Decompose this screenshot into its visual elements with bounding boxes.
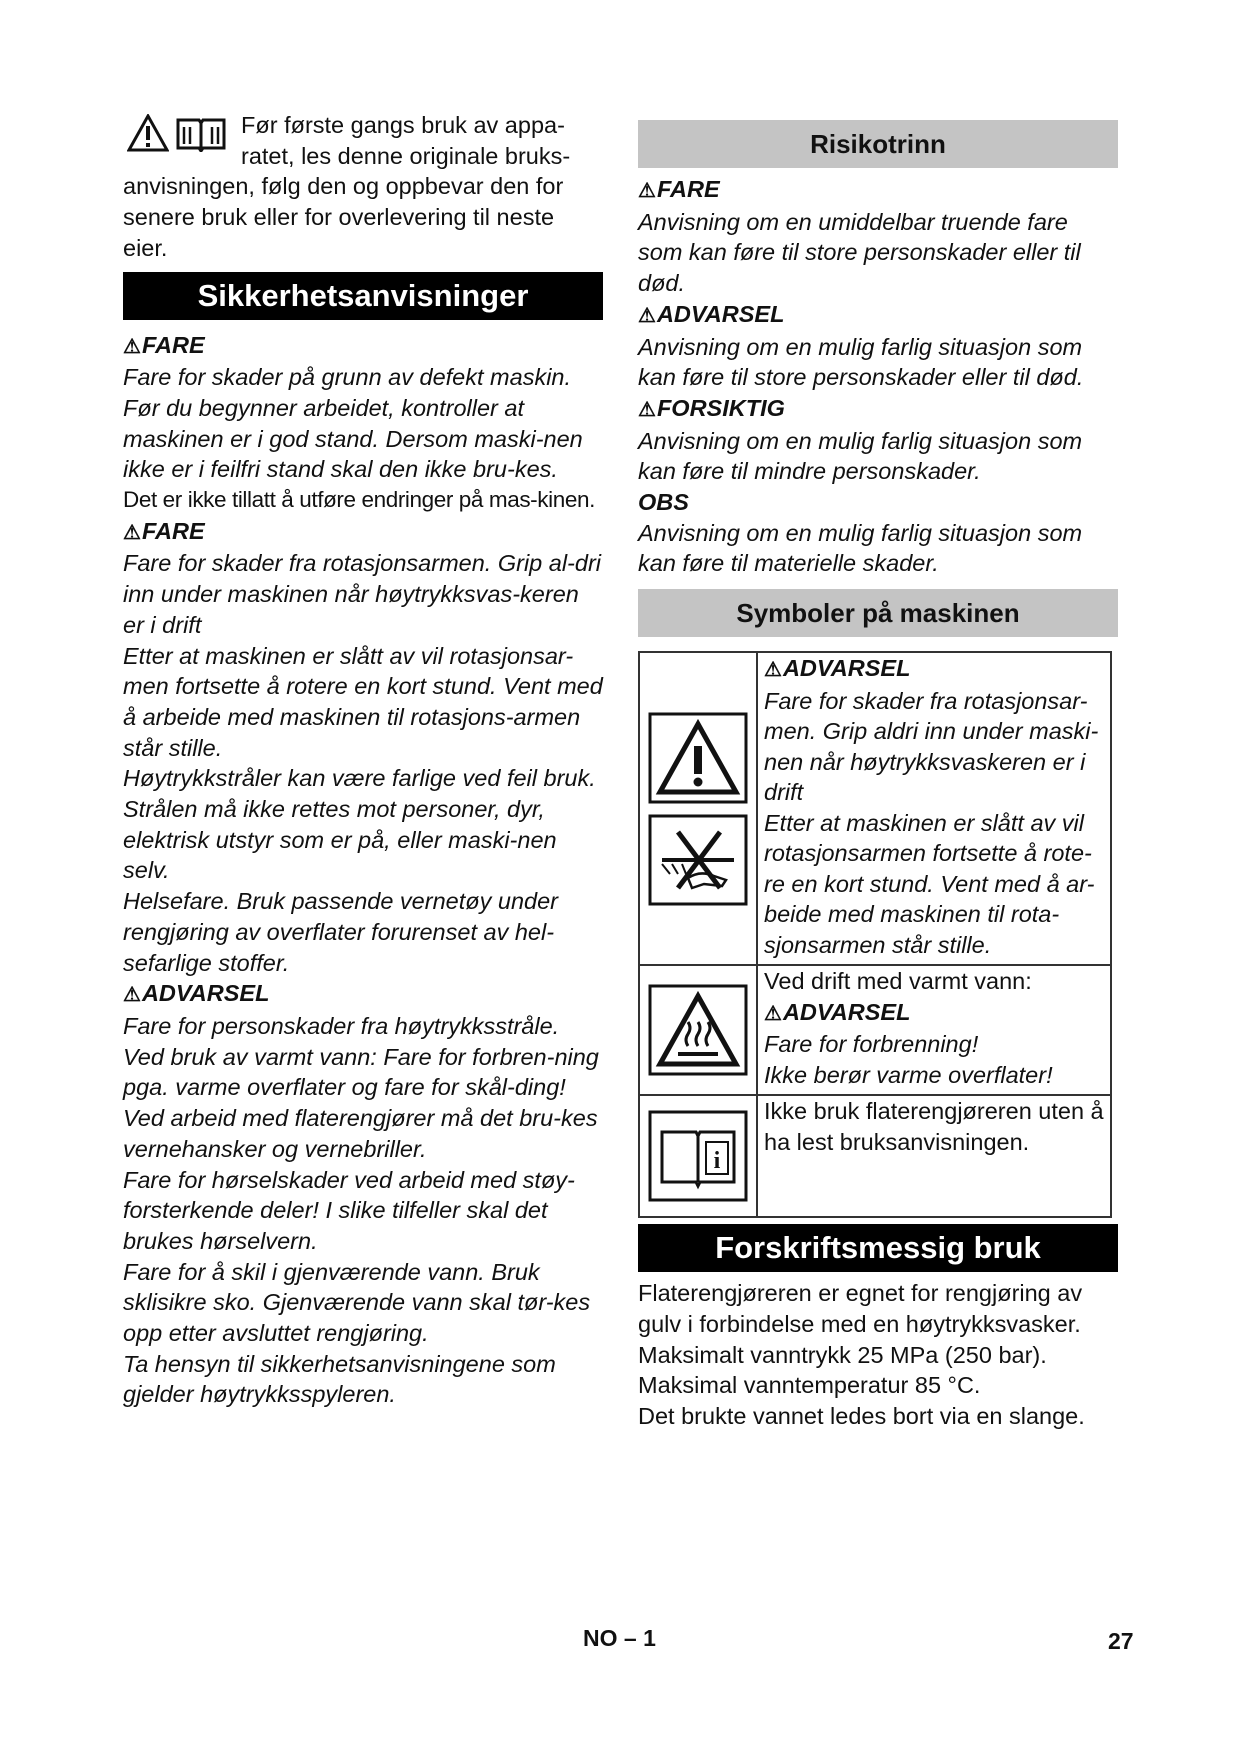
risk-level-obs: OBS bbox=[638, 489, 689, 516]
no-hand-rotating-arm-icon bbox=[648, 814, 748, 906]
warning-small-icon: ⚠ bbox=[764, 1002, 782, 1025]
symbol-text-cell bbox=[758, 653, 1110, 964]
symbol-signal bbox=[764, 997, 1106, 1030]
advarsel-paragraph: Fare for å skil i gjenværende vann. Bruk sklisikre sko. Gjenværende vann skal tør-kes opp etter avsluttet rengjøring. bbox=[123, 1258, 591, 1347]
fare-2-paragraph: Høytrykkstråler kan være farlige ved feil bruk. Strålen må ikke rettes mot personer, dyr, elektrisk utstyr som er på, eller maski-nen selv. bbox=[123, 765, 596, 884]
svg-text:i: i bbox=[713, 1148, 721, 1175]
right-column bbox=[638, 120, 1118, 1432]
warning-small-icon: ⚠ bbox=[123, 521, 141, 544]
symbol-text-cell bbox=[758, 1096, 1110, 1216]
advarsel-paragraph: Fare for hørselskader ved arbeid med støy-forsterkende deler! I slike tilfeller skal det brukes hørselvern. bbox=[123, 1166, 575, 1254]
intended-use-line: Flaterengjøreren er egnet for rengjøring av gulv i forbindelse med en høytrykksvasker. bbox=[638, 1280, 1083, 1337]
warning-small-icon: ⚠ bbox=[638, 304, 656, 327]
intended-use-line: Maksimalt vanntrykk 25 MPa (250 bar). bbox=[638, 1341, 1047, 1368]
symbols-heading: Symboler på maskinen bbox=[638, 589, 1118, 637]
modification-text: Det er ikke tillatt å utføre endringer på mas-kinen. bbox=[123, 487, 595, 513]
risk-level-fare bbox=[638, 174, 1118, 207]
left-column bbox=[123, 110, 603, 1410]
symbol-signal bbox=[764, 653, 1106, 686]
symbol-line: Fare for forbrenning! bbox=[764, 1031, 979, 1058]
risk-level-text: Anvisning om en mulig farlig situasjon som kan føre til mindre personskader. bbox=[638, 427, 1083, 485]
warning-small-icon: ⚠ bbox=[638, 398, 656, 421]
symbol-row bbox=[640, 1094, 1110, 1216]
signal-word: ADVARSEL bbox=[782, 655, 911, 682]
signal-word: ADVARSEL bbox=[782, 998, 911, 1025]
risk-level-text: Anvisning om en mulig farlig situasjon som kan føre til store personskader eller til død. bbox=[638, 333, 1084, 391]
advarsel-paragraph: Fare for personskader fra høytrykksstråle. Ved bruk av varmt vann: Fare for forbren-ning pga. varme overflater og fare for skål-ding! bbox=[123, 1012, 599, 1101]
symbol-row bbox=[640, 964, 1110, 1094]
fare-1-text: Fare for skader på grunn av defekt maskin. Før du begynner arbeidet, kontroller at maskinen er i god stand. Dersom maski-nen ikke er i feilfri stand skal den ikke bru-kes. bbox=[123, 364, 583, 483]
warning-triangle-icon bbox=[127, 114, 169, 152]
warning-small-icon: ⚠ bbox=[123, 984, 141, 1007]
symbol-prefix: Ved drift med varmt vann: bbox=[764, 968, 1032, 995]
intro-line-1: Før første gangs bruk av appa- bbox=[241, 112, 565, 138]
risk-level-forsiktig bbox=[638, 393, 1118, 426]
symbol-text-cell bbox=[758, 966, 1110, 1094]
symbol-row bbox=[640, 653, 1110, 964]
risk-level-text: Anvisning om en mulig farlig situasjon som kan føre til materielle skader. bbox=[638, 519, 1083, 577]
symbol-icon-cell bbox=[640, 966, 758, 1094]
signal-fare-1 bbox=[123, 330, 603, 363]
warning-small-icon: ⚠ bbox=[123, 335, 141, 358]
warning-triangle-icon bbox=[648, 712, 748, 804]
intro-line-2: ratet, les denne originale bruks- bbox=[241, 142, 571, 169]
intended-use-line: Maksimal vanntemperatur 85 °C. bbox=[638, 1372, 981, 1399]
signal-advarsel bbox=[123, 978, 603, 1011]
signal-word: ADVARSEL bbox=[141, 980, 270, 1007]
advarsel-paragraph: Ved arbeid med flaterengjører må det bru-kes vernehansker og vernebriller. bbox=[123, 1105, 598, 1162]
signal-word: ADVARSEL bbox=[656, 300, 785, 327]
risk-level-text: Anvisning om en umiddelbar truende fare som kan føre til store personskader eller til død. bbox=[638, 208, 1081, 297]
safety-heading: Sikkerhetsanvisninger bbox=[123, 272, 603, 320]
warning-small-icon: ⚠ bbox=[638, 180, 656, 202]
advarsel-paragraph: Ta hensyn til sikkerhetsanvisningene som gjelder høytrykksspyleren. bbox=[123, 1350, 556, 1408]
page-number: 27 bbox=[1108, 1628, 1134, 1654]
intro-line-4: senere bruk eller for overlevering til neste bbox=[123, 204, 555, 231]
signal-word: FARE bbox=[141, 517, 205, 544]
risk-heading: Risikotrinn bbox=[638, 120, 1118, 168]
fare-2-paragraph: Helsefare. Bruk passende vernetøy under rengjøring av overflater forurenset av hel-sefarlige stoffer. bbox=[123, 888, 558, 976]
intro-block bbox=[123, 110, 603, 264]
warning-small-icon: ⚠ bbox=[764, 659, 782, 682]
intended-use-heading: Forskriftsmessig bruk bbox=[638, 1224, 1118, 1272]
intended-use-line: Det brukte vannet ledes bort via en slange. bbox=[638, 1402, 1085, 1429]
intro-icons bbox=[127, 114, 227, 152]
symbol-line: Ikke berør varme overflater! bbox=[764, 1061, 1053, 1088]
intro-line-3: anvisningen, følg den og oppbevar den for bbox=[123, 173, 564, 200]
symbol-icon-cell bbox=[640, 1096, 758, 1216]
signal-word: FARE bbox=[656, 176, 720, 202]
symbol-line: Fare for skader fra rotasjonsar-men. Grip aldri inn under maski-nen når høytrykksvaskeren er i drift bbox=[764, 687, 1099, 806]
symbol-icon-cell bbox=[640, 653, 758, 964]
read-manual-icon bbox=[175, 114, 227, 152]
risk-level-advarsel bbox=[638, 299, 1118, 332]
signal-word: FORSIKTIG bbox=[656, 394, 785, 421]
footer-section-label: NO – 1 bbox=[583, 1625, 656, 1651]
symbol-prefix: Ikke bruk flaterengjøreren uten å ha lest bruksanvisningen. bbox=[764, 1098, 1104, 1155]
signal-word: FARE bbox=[141, 331, 205, 358]
intro-line-5: eier. bbox=[123, 234, 168, 261]
fare-2-paragraph: Etter at maskinen er slått av vil rotasjonsar-men fortsette å rotere en kort stund. Vent med å arbeide med maskinen til rotasjons-armen står stille. bbox=[123, 642, 603, 761]
hot-surface-icon bbox=[648, 984, 748, 1076]
symbol-line: Etter at maskinen er slått av vil rotasjonsarmen fortsette å rote-re en kort stund. Vent med å ar-beide med maskinen til rota-sjonsarmen står stille. bbox=[764, 809, 1095, 958]
fare-2-paragraph: Fare for skader fra rotasjonsarmen. Grip al-dri inn under maskinen når høytrykksvas-keren er i drift bbox=[123, 550, 601, 638]
symbols-table bbox=[638, 651, 1112, 1218]
signal-fare-2 bbox=[123, 516, 603, 549]
read-manual-icon bbox=[648, 1110, 748, 1202]
